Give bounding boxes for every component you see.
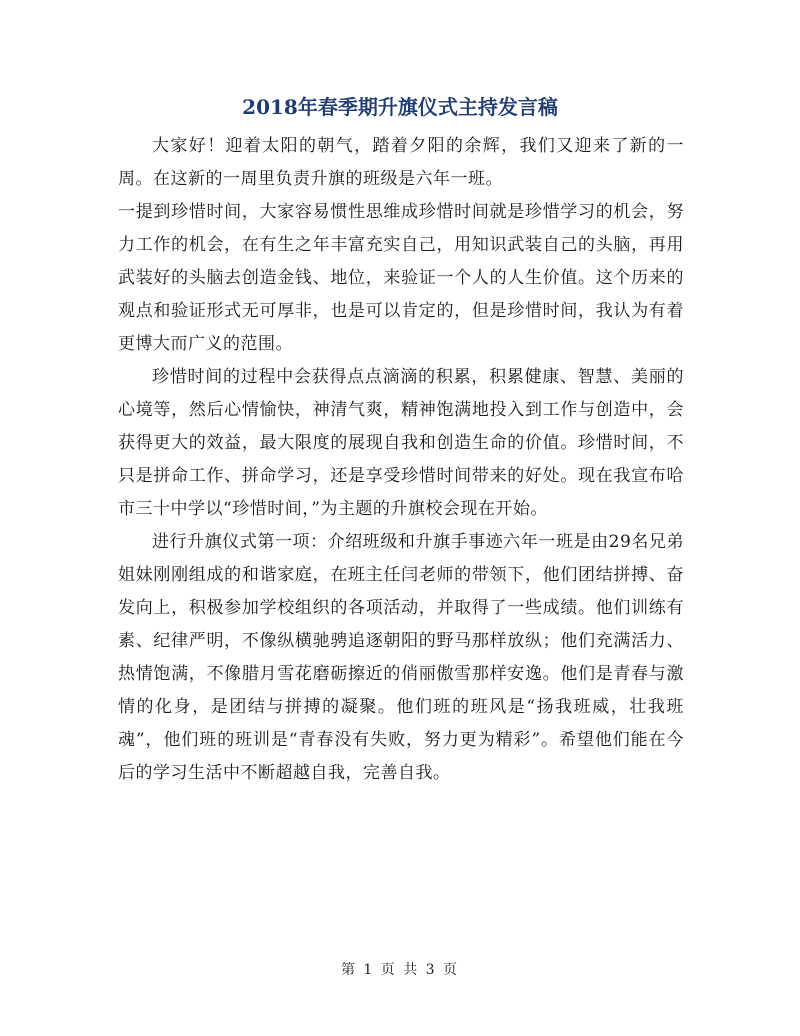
paragraph-greeting: 大家好！迎着太阳的朝气，踏着夕阳的余辉，我们又迎来了新的一周。在这新的一周里负责升旗的班级是六年一班。 bbox=[118, 136, 684, 189]
paragraph-accumulation: 珍惜时间的过程中会获得点点滴滴的积累，积累健康、智慧、美丽的心境等，然后心情愉快，神清气爽，精神饱满地投入到工作与创造中，会获得更大的效益，最大限度的展现自我和创造生命的价值。珍惜时间，不只是拼命工作、拼命学习，还是享受珍惜时间带来的好处。现在我宣布哈市三十中学以“珍惜时间，”为主题的升旗校会现在开始。 bbox=[118, 367, 684, 519]
paragraph-class-introduction: 进行升旗仪式第一项：介绍班级和升旗手事迹六年一班是由29名兄弟姐妹刚刚组成的和谐家庭，在班主任闫老师的带领下，他们团结拼搏、奋发向上，积极参加学校组织的各项活动，并取得了一些成绩。他们训练有素、纪律严明，不像纵横驰骋追逐朝阳的野马那样放纵；他们充满活力、热情饱满，不像腊月雪花磨砺擦近的俏丽傲雪那样安逸。他们是青春与激情的化身，是团结与拼搏的凝聚。他们班的班风是“扬我班威，壮我班魂”，他们班的班训是“青春没有失败，努力更为精彩”。希望他们能在今后的学习生活中不断超越自我，完善自我。 bbox=[118, 532, 684, 783]
document-body bbox=[118, 130, 684, 790]
paragraph-cherish-time: 一提到珍惜时间，大家容易惯性思维成珍惜时间就是珍惜学习的机会，努力工作的机会，在有生之年丰富充实自己，用知识武装自己的头脑，再用武装好的头脑去创造金钱、地位，来验证一个人的人生价值。这个历来的观点和验证形式无可厚非，也是可以肯定的，但是珍惜时间，我认为有着更博大而广义的范围。 bbox=[118, 202, 684, 354]
document-title: 2018年春季期升旗仪式主持发言稿 bbox=[242, 95, 558, 119]
page-number: 第 1 页 共 3 页 bbox=[340, 962, 460, 978]
